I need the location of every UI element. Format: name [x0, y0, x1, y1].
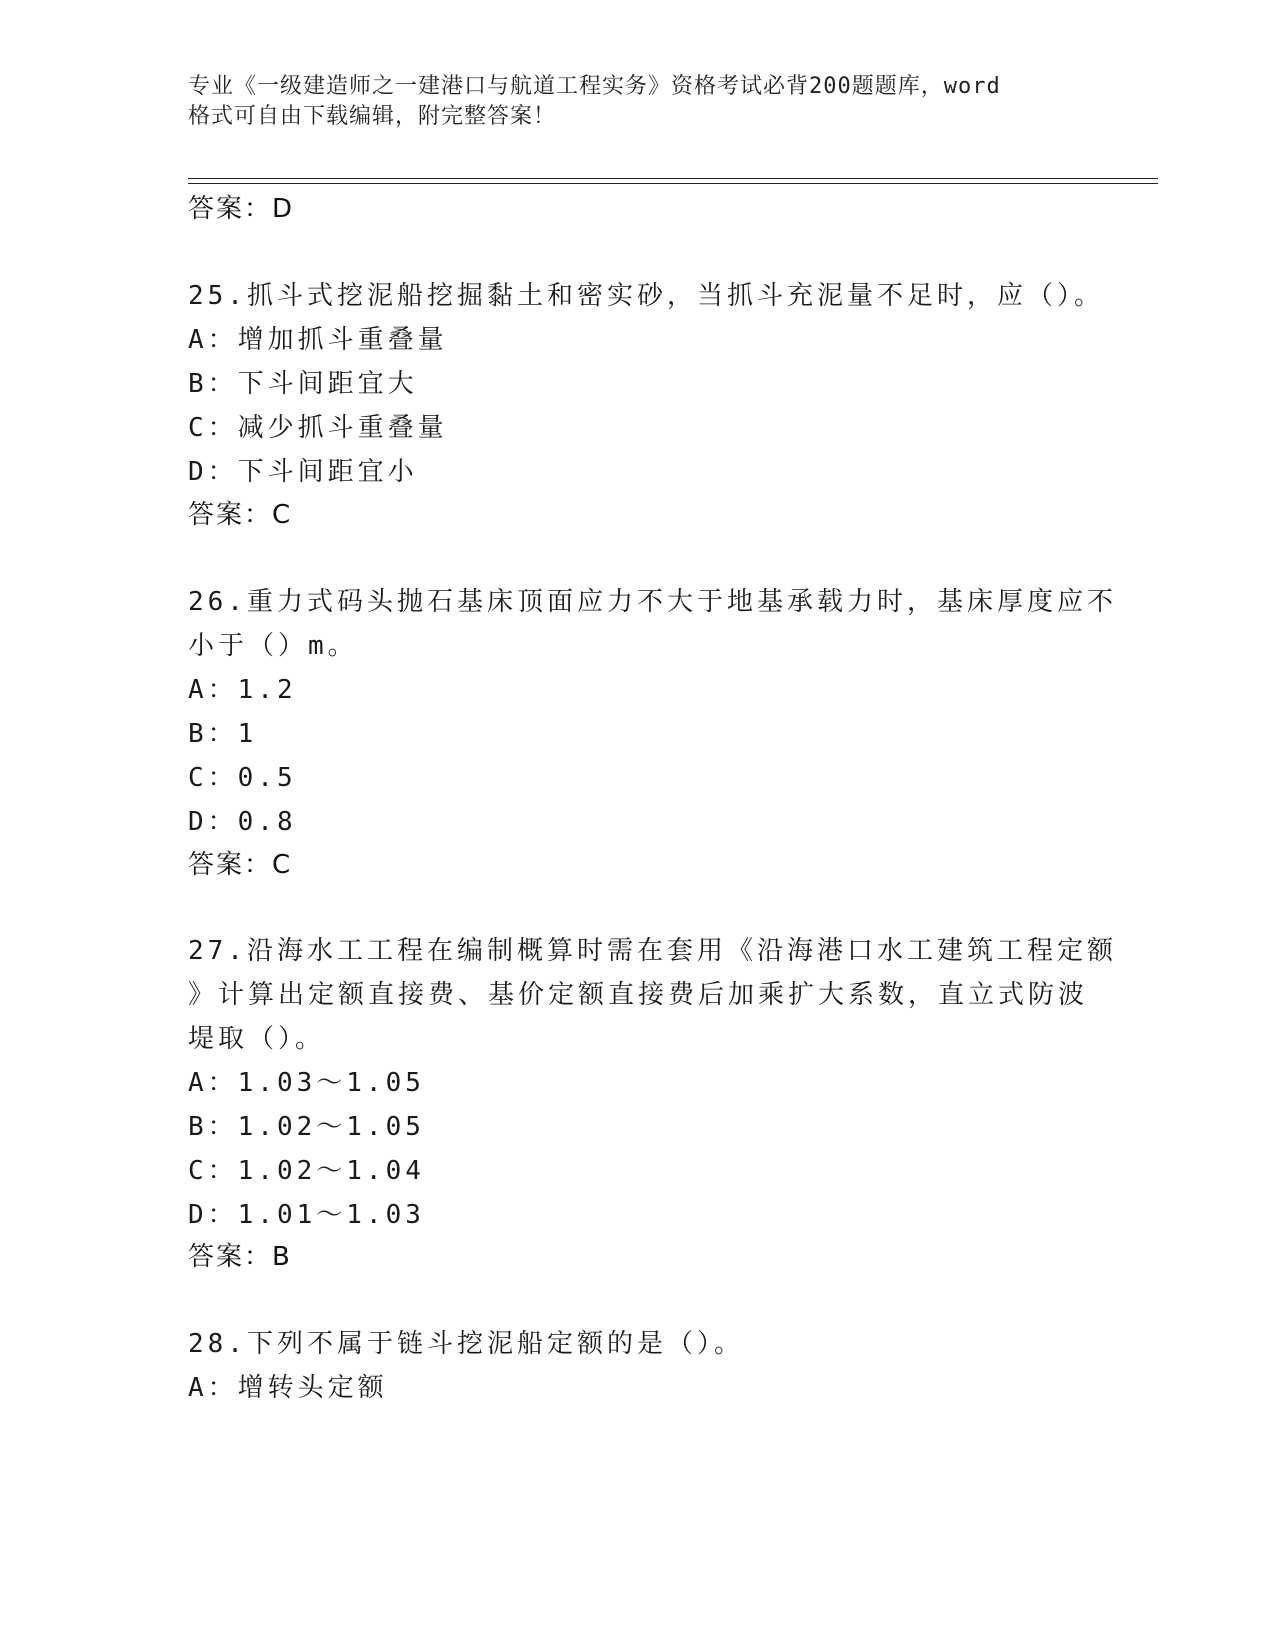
header-line-1: 专业《一级建造师之一建港口与航道工程实务》资格考试必背200题题库，word — [188, 74, 1001, 99]
previous-answer: 答案：D — [188, 194, 295, 224]
question-26-stem-line-2: 小于（）m。 — [188, 631, 358, 661]
question-27-stem-line-1: 27.沿海水工工程在编制概算时需在套用《沿海港口水工建筑工程定额 — [188, 936, 1117, 966]
question-26-stem-line-1: 26.重力式码头抛石基床顶面应力不大于地基承载力时，基床厚度应不 — [188, 587, 1117, 617]
question-27-option-d: D：1.01～1.03 — [188, 1200, 425, 1230]
question-27-stem-line-2: 》计算出定额直接费、基价定额直接费后加乘扩大系数，直立式防波 — [188, 980, 1089, 1010]
question-27-option-b: B：1.02～1.05 — [188, 1112, 425, 1142]
question-28-stem: 28.下列不属于链斗挖泥船定额的是（）。 — [188, 1329, 744, 1359]
header-divider-bottom — [188, 183, 1158, 184]
question-28-option-a: A：增转头定额 — [188, 1373, 388, 1403]
question-26-answer: 答案：C — [188, 850, 293, 880]
question-25-option-a: A：增加抓斗重叠量 — [188, 325, 448, 355]
question-25-option-b: B：下斗间距宜大 — [188, 369, 418, 399]
question-26-option-c: C：0.5 — [188, 763, 297, 793]
question-25-option-d: D：下斗间距宜小 — [188, 457, 418, 487]
question-25-answer: 答案：C — [188, 500, 293, 530]
header-divider-top — [188, 178, 1158, 179]
question-27-option-a: A：1.03～1.05 — [188, 1068, 425, 1098]
question-27-option-c: C：1.02～1.04 — [188, 1156, 425, 1186]
question-27-answer: 答案：B — [188, 1242, 292, 1272]
question-27-stem-line-3: 堤取（）。 — [188, 1024, 326, 1054]
question-25-stem: 25.抓斗式挖泥船挖掘黏土和密实砂，当抓斗充泥量不足时，应（）。 — [188, 281, 1104, 311]
document-header — [188, 72, 1088, 132]
question-26-option-a: A：1.2 — [188, 675, 297, 705]
header-line-2: 格式可自由下载编辑，附完整答案！ — [188, 104, 557, 129]
question-26-option-d: D：0.8 — [188, 807, 297, 837]
question-25-option-c: C：减少抓斗重叠量 — [188, 413, 448, 443]
question-26-option-b: B：1 — [188, 719, 258, 749]
